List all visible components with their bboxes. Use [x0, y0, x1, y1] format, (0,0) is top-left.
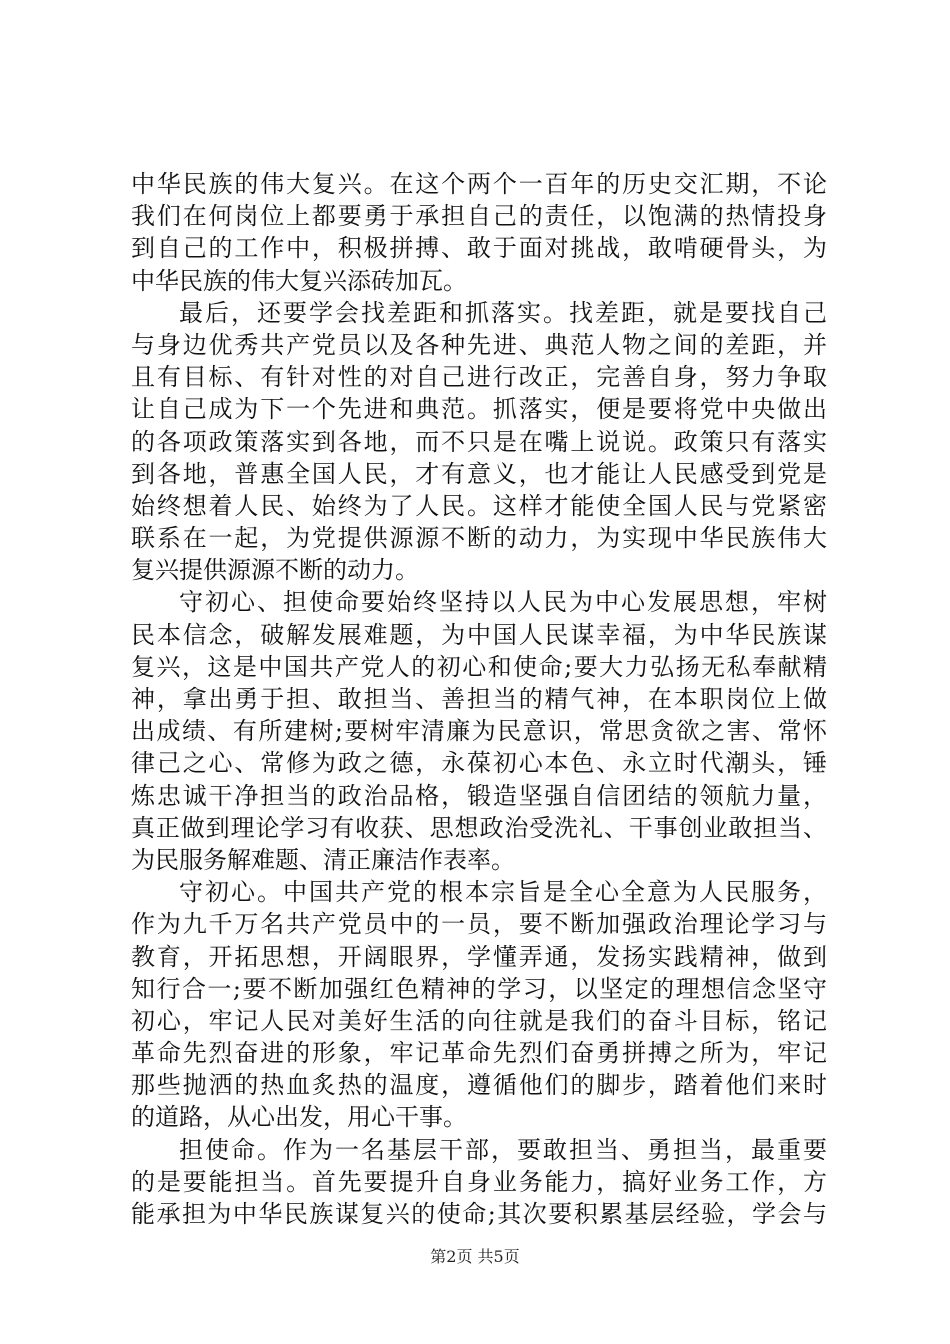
text-line: 到各地，普惠全国人民，才有意义，也才能让人民感受到党是 — [131, 459, 827, 488]
document-body — [131, 168, 827, 1230]
text-line: 神，拿出勇于担、敢担当、善担当的精气神，在本职岗位上做 — [131, 685, 827, 713]
text-line: 担使命。作为一名基层干部，要敢担当、勇担当，最重要 — [179, 1135, 827, 1164]
text-line: 初心，牢记人民对美好生活的向往就是我们的奋斗目标，铭记 — [131, 1006, 827, 1035]
text-line: 让自己成为下一个先进和典范。抓落实，便是要将党中央做出 — [131, 395, 827, 424]
text-line: 的道路，从心出发，用心干事。 — [131, 1103, 467, 1132]
text-line: 教育，开拓思想，开阔眼界，学懂弄通，发扬实践精神，做到 — [131, 942, 827, 971]
text-line: 出成绩、有所建树;要树牢清廉为民意识，常思贪欲之害、常怀 — [131, 717, 827, 746]
text-line: 革命先烈奋进的形象，牢记革命先烈们奋勇拼搏之所为，牢记 — [131, 1039, 827, 1068]
page-footer: 第2页 共5页 — [430, 1247, 520, 1266]
text-line: 联系在一起，为党提供源源不断的动力，为实现中华民族伟大 — [131, 524, 827, 553]
text-line: 炼忠诚干净担当的政治品格，锻造坚强自信团结的领航力量， — [131, 781, 827, 810]
text-line: 的是要能担当。首先要提升自身业务能力，搞好业务工作，方 — [131, 1167, 827, 1196]
text-line: 为民服务解难题、清正廉洁作表率。 — [131, 845, 515, 874]
text-line: 的各项政策落实到各地，而不只是在嘴上说说。政策只有落实 — [131, 427, 827, 456]
text-line: 守初心。中国共产党的根本宗旨是全心全意为人民服务， — [179, 878, 827, 907]
paragraph — [131, 1134, 827, 1231]
text-line: 律己之心、常修为政之德，永葆初心本色、永立时代潮头，锤 — [131, 749, 827, 778]
text-line: 那些抛洒的热血炙热的温度，遵循他们的脚步，踏着他们来时 — [131, 1071, 827, 1100]
text-line: 复兴提供源源不断的动力。 — [131, 556, 419, 585]
text-line: 能承担为中华民族谋复兴的使命;其次要积累基层经验，学会与 — [131, 1200, 827, 1228]
text-line: 守初心、担使命要始终坚持以人民为中心发展思想，牢树 — [179, 588, 827, 617]
text-line: 到自己的工作中，积极拼搏、敢于面对挑战，敢啃硬骨头，为 — [131, 234, 827, 263]
paragraph — [131, 297, 827, 587]
paragraph — [131, 168, 827, 297]
paragraph — [131, 586, 827, 876]
text-line: 复兴，这是中国共产党人的初心和使命;要大力弘扬无私奉献精 — [131, 652, 827, 681]
text-line: 我们在何岗位上都要勇于承担自己的责任，以饱满的热情投身 — [131, 202, 827, 231]
text-line: 真正做到理论学习有收获、思想政治受洗礼、干事创业敢担当、 — [131, 813, 827, 842]
text-line: 中华民族的伟大复兴添砖加瓦。 — [131, 266, 467, 295]
paragraph — [131, 876, 827, 1134]
text-line: 最后，还要学会找差距和抓落实。找差距，就是要找自己 — [179, 298, 827, 327]
text-line: 且有目标、有针对性的对自己进行改正，完善自身，努力争取 — [131, 363, 827, 392]
text-line: 始终想着人民、始终为了人民。这样才能使全国人民与党紧密 — [131, 491, 827, 520]
text-line: 作为九千万名共产党员中的一员，要不断加强政治理论学习与 — [131, 910, 827, 939]
text-line: 知行合一;要不断加强红色精神的学习，以坚定的理想信念坚守 — [131, 974, 827, 1003]
text-line: 中华民族的伟大复兴。在这个两个一百年的历史交汇期，不论 — [131, 170, 827, 198]
text-line: 与身边优秀共产党员以及各种先进、典范人物之间的差距，并 — [131, 330, 827, 359]
text-line: 民本信念，破解发展难题，为中国人民谋幸福，为中华民族谋 — [131, 620, 827, 649]
